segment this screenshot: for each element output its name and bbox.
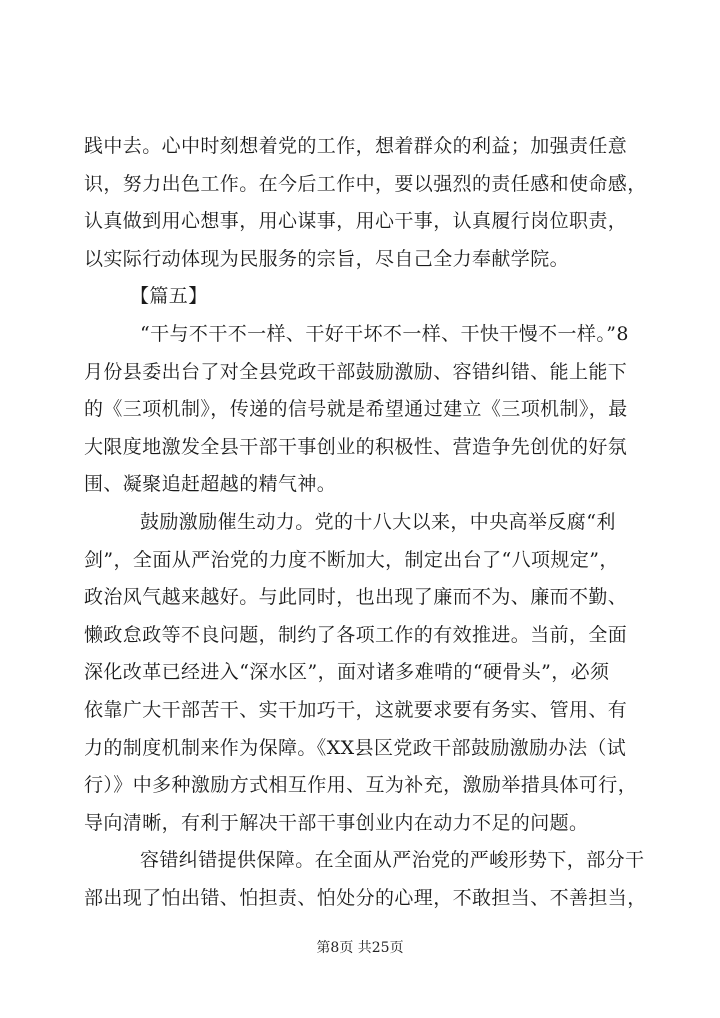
text-line: 依靠广大干部苦干、实干加巧干，这就要求要有务实、管用、有 — [84, 698, 628, 721]
text-line: 政治风气越来越好。与此同时，也出现了廉而不为、廉而不勤、 — [84, 586, 628, 609]
page-number-label: 第8页 共25页 — [316, 940, 404, 956]
text-line: 践中去。心中时刻想着党的工作，想着群众的利益；加强责任意 — [84, 135, 628, 157]
text-line: 深化改革已经进入“深水区”，面对诸多难啃的“硬骨头”，必须 — [84, 661, 610, 684]
text-line: 容错纠错提供保障。在全面从严治党的严峻形势下，部分干 — [140, 849, 645, 872]
text-line: 大限度地激发全县干部干事创业的积极性、营造争先创优的好氛 — [84, 435, 628, 458]
text-line: 以实际行动体现为民服务的宗旨，尽自己全力奉献学院。 — [84, 247, 570, 270]
text-line: 月份县委出台了对全县党政干部鼓励激励、容错纠错、能上能下 — [84, 360, 628, 383]
text-line: 导向清晰，有利于解决干部干事创业内在动力不足的问题。 — [84, 811, 589, 834]
text-line: 鼓励激励催生动力。党的十八大以来，中央高举反腐“利 — [140, 510, 616, 533]
text-line: 懒政怠政等不良问题，制约了各项工作的有效推进。当前，全面 — [84, 623, 628, 646]
document-body — [84, 128, 647, 917]
text-line: “干与不干不一样、干好干坏不一样、干快干慢不一样。”8 — [140, 322, 629, 345]
section-heading: 【篇五】 — [130, 285, 208, 308]
text-line: 识，努力出色工作。在今后工作中，要以强烈的责任感和使命感， — [84, 172, 647, 195]
text-line: 的《三项机制》，传递的信号就是希望通过建立《三项机制》，最 — [84, 398, 628, 421]
text-line: 围、凝聚追赶超越的精气神。 — [84, 473, 337, 496]
text-line: 力的制度机制来作为保障。《XX县区党政干部鼓励激励办法（试 — [84, 736, 627, 759]
text-line: 剑”，全面从严治党的力度不断加大，制定出台了“八项规定”， — [84, 548, 619, 571]
page-footer — [0, 937, 720, 957]
text-line: 部出现了怕出错、怕担责、怕处分的心理，不敢担当、不善担当， — [84, 886, 647, 909]
text-line: 行）》中多种激励方式相互作用、互为补充，激励举措具体可行， — [84, 774, 638, 797]
text-line: 认真做到用心想事，用心谋事，用心干事，认真履行岗位职责， — [84, 210, 628, 233]
